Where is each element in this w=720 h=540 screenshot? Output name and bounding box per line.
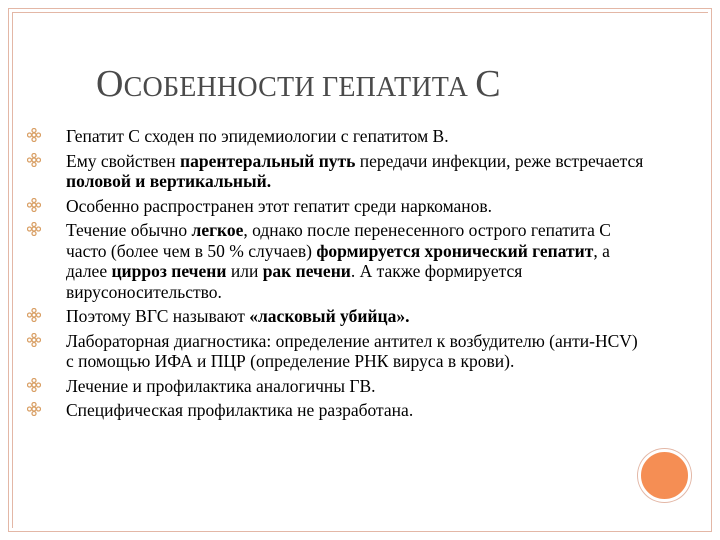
bullet-item: Ему свойствен парентеральный путь передачи инфекции, реже встречается половой и вертикальный. bbox=[24, 151, 644, 192]
flower-bullet-icon bbox=[27, 153, 41, 167]
bullet-item: Лечение и профилактика аналогичны ГВ. bbox=[24, 376, 644, 397]
flower-bullet-icon bbox=[27, 128, 41, 142]
flower-bullet-icon bbox=[27, 308, 41, 322]
bullet-item: Особенно распространен этот гепатит среди наркоманов. bbox=[24, 196, 644, 217]
flower-bullet-icon bbox=[27, 378, 41, 392]
flower-bullet-icon bbox=[27, 402, 41, 416]
bullet-list bbox=[24, 126, 644, 425]
slide-title: ОСОБЕННОСТИ ГЕПАТИТА С bbox=[96, 63, 501, 105]
decorative-circle bbox=[638, 449, 691, 502]
flower-bullet-icon bbox=[27, 198, 41, 212]
flower-bullet-icon bbox=[27, 222, 41, 236]
bullet-item: Гепатит С сходен по эпидемиологии с гепатитом В. bbox=[24, 126, 644, 147]
bullet-item: Лабораторная диагностика: определение антител к возбудителю (анти-HCV) с помощью ИФА и ПЦР (определение РНК вируса в крови). bbox=[24, 331, 644, 372]
flower-bullet-icon bbox=[27, 333, 41, 347]
bullet-item: Течение обычно легкое, однако после перенесенного острого гепатита С часто (более чем в 50 % случаев) формируется хронический гепатит, а далее цирроз печени или рак печени. А также формируется вирусоносительство. bbox=[24, 220, 644, 302]
bullet-item: Поэтому ВГС называют «ласковый убийца». bbox=[24, 306, 644, 327]
bullet-item: Специфическая профилактика не разработана. bbox=[24, 400, 644, 421]
